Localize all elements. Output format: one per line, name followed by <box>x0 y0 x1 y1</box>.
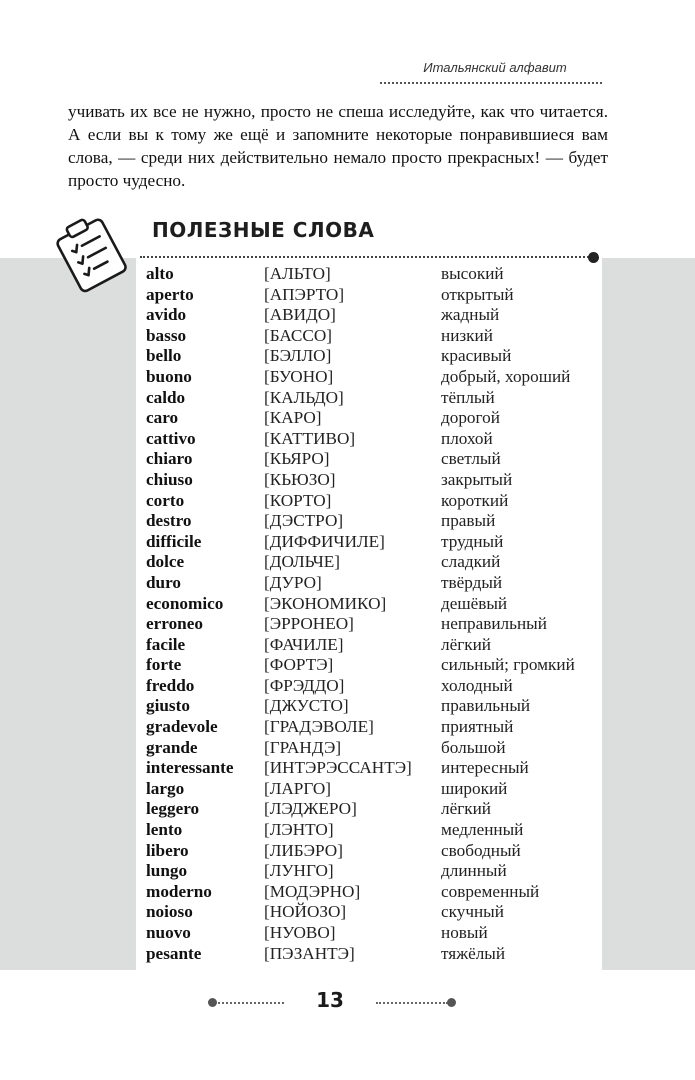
word-translation: жадный <box>441 305 500 325</box>
word-italian: nuovo <box>146 923 191 942</box>
word-translation: большой <box>441 737 506 757</box>
word-italian: dolce <box>146 552 185 572</box>
word-italian: duro <box>146 572 182 592</box>
word-pronunciation: [ДИФФИЧИЛЕ] <box>264 531 385 551</box>
word-italian: noioso <box>146 902 193 922</box>
word-italian: caldo <box>146 387 186 407</box>
word-pronunciation: [НУОВО] <box>264 923 336 942</box>
word-translation: неправильный <box>441 614 547 634</box>
word-pronunciation: [АВИДО] <box>264 305 336 325</box>
word-pronunciation: [БАССО] <box>264 325 332 345</box>
word-row <box>146 408 606 429</box>
word-italian: alto <box>146 264 174 283</box>
word-pronunciation: [ЭРРОНЕО] <box>264 614 354 634</box>
word-row <box>146 285 606 306</box>
word-italian: leggero <box>146 799 200 819</box>
word-pronunciation: [НОЙОЗО] <box>264 902 347 922</box>
word-pronunciation: [ФОРТЭ] <box>264 655 334 675</box>
word-pronunciation: [АПЭРТО] <box>264 284 345 304</box>
word-translation: тяжёлый <box>441 943 506 963</box>
word-pronunciation: [ДОЛЬЧЕ] <box>264 552 340 572</box>
word-row <box>146 264 606 285</box>
page-number: 13 <box>316 988 344 1012</box>
word-italian: grande <box>146 737 198 757</box>
running-head: Итальянский алфавит <box>423 60 567 75</box>
word-row <box>146 449 606 470</box>
word-translation: холодный <box>441 675 513 695</box>
word-italian: basso <box>146 325 187 345</box>
word-italian: caro <box>146 408 179 428</box>
word-italian: corto <box>146 490 185 510</box>
word-row <box>146 717 606 738</box>
word-row <box>146 491 606 512</box>
word-row <box>146 820 606 841</box>
word-pronunciation: [ПЭЗАНТЭ] <box>264 943 355 963</box>
word-row <box>146 594 606 615</box>
word-translation: высокий <box>441 264 504 283</box>
word-translation: твёрдый <box>441 572 503 592</box>
word-pronunciation: [ДУРО] <box>264 572 322 592</box>
word-row <box>146 367 606 388</box>
word-row <box>146 635 606 656</box>
word-pronunciation: [ЭКОНОМИКО] <box>264 593 387 613</box>
word-row <box>146 573 606 594</box>
section-title: ПОЛЕЗНЫЕ СЛОВА <box>152 218 375 242</box>
word-italian: aperto <box>146 284 194 304</box>
word-translation: сильный; громкий <box>441 655 575 675</box>
word-italian: largo <box>146 778 185 798</box>
word-row <box>146 511 606 532</box>
word-italian: difficile <box>146 531 202 551</box>
word-translation: открытый <box>441 284 514 304</box>
word-row <box>146 923 606 944</box>
word-italian: destro <box>146 511 192 531</box>
word-row <box>146 614 606 635</box>
footer-rule-left <box>218 1002 284 1004</box>
word-translation: красивый <box>441 346 512 366</box>
word-italian: gradevole <box>146 717 218 737</box>
word-translation: новый <box>441 923 488 942</box>
word-italian: bello <box>146 346 182 366</box>
word-pronunciation: [ГРАДЭВОЛЕ] <box>264 717 374 737</box>
word-italian: forte <box>146 655 182 675</box>
word-translation: скучный <box>441 902 504 922</box>
word-pronunciation: [АЛЬТО] <box>264 264 331 283</box>
intro-text <box>68 100 608 192</box>
word-row <box>146 388 606 409</box>
word-translation: приятный <box>441 717 514 737</box>
word-row <box>146 738 606 759</box>
word-translation: тёплый <box>441 387 495 407</box>
word-pronunciation: [КАТТИВО] <box>264 428 356 448</box>
word-translation: закрытый <box>441 469 513 489</box>
word-pronunciation: [ЛУНГО] <box>264 861 334 881</box>
word-translation: правый <box>441 511 496 531</box>
clipboard-list-icon <box>52 208 132 300</box>
footer-rule-right <box>376 1002 448 1004</box>
word-translation: дорогой <box>441 408 500 428</box>
word-translation: короткий <box>441 490 509 510</box>
word-pronunciation: [КАРО] <box>264 408 322 428</box>
word-pronunciation: [КОРТО] <box>264 490 332 510</box>
word-row <box>146 944 606 965</box>
word-italian: libero <box>146 840 189 860</box>
word-pronunciation: [ДЖУСТО] <box>264 696 349 716</box>
word-pronunciation: [КЬЮЗО] <box>264 469 336 489</box>
word-italian: economico <box>146 593 224 613</box>
word-italian: lungo <box>146 861 188 881</box>
word-pronunciation: [БЭЛЛО] <box>264 346 332 366</box>
word-pronunciation: [ФРЭДДО] <box>264 675 345 695</box>
word-translation: плохой <box>441 428 493 448</box>
panel-rule-dot <box>588 252 599 263</box>
word-pronunciation: [ЛИБЭРО] <box>264 840 343 860</box>
word-row <box>146 841 606 862</box>
word-pronunciation: [БУОНО] <box>264 366 334 386</box>
word-italian: pesante <box>146 943 202 963</box>
word-pronunciation: [КАЛЬДО] <box>264 387 344 407</box>
word-italian: freddo <box>146 675 195 695</box>
word-row <box>146 676 606 697</box>
word-italian: facile <box>146 634 186 654</box>
word-row <box>146 470 606 491</box>
word-row <box>146 429 606 450</box>
word-row <box>146 799 606 820</box>
word-italian: avido <box>146 305 187 325</box>
word-row <box>146 902 606 923</box>
word-translation: низкий <box>441 325 493 345</box>
word-translation: широкий <box>441 778 508 798</box>
word-pronunciation: [КЬЯРО] <box>264 449 330 469</box>
word-italian: erroneo <box>146 614 203 634</box>
word-translation: свободный <box>441 840 521 860</box>
word-italian: chiaro <box>146 449 193 469</box>
word-italian: giusto <box>146 696 190 716</box>
word-italian: cattivo <box>146 428 196 448</box>
word-italian: interessante <box>146 758 234 778</box>
word-row <box>146 532 606 553</box>
word-pronunciation: [ДЭСТРО] <box>264 511 344 531</box>
word-italian: moderno <box>146 881 212 901</box>
word-pronunciation: [ЛАРГО] <box>264 778 331 798</box>
word-row <box>146 758 606 779</box>
word-translation: дешёвый <box>441 593 508 613</box>
word-translation: интересный <box>441 758 529 778</box>
intro-paragraph: учивать их все не нужно, просто не спеша исследуйте, как что читается. А если вы к тому же ещё и запомните некоторые понравившиеся вам слова, — среди них действительно немало просто прекрасных! — будет просто чудесно. <box>68 102 608 190</box>
word-translation: добрый, хороший <box>441 366 571 386</box>
word-pronunciation: [ЛЭДЖЕРО] <box>264 799 357 819</box>
footer-dot-left <box>208 998 217 1007</box>
word-italian: chiuso <box>146 469 193 489</box>
word-row <box>146 346 606 367</box>
word-translation: длинный <box>441 861 507 881</box>
word-translation: сладкий <box>441 552 501 572</box>
word-pronunciation: [ИНТЭРЭССАНТЭ] <box>264 758 412 778</box>
word-row <box>146 326 606 347</box>
word-row <box>146 655 606 676</box>
panel-top-rule <box>140 256 592 258</box>
word-translation: лёгкий <box>441 634 492 654</box>
word-pronunciation: [ГРАНДЭ] <box>264 737 342 757</box>
word-row <box>146 305 606 326</box>
word-translation: светлый <box>441 449 501 469</box>
word-pronunciation: [ФАЧИЛЕ] <box>264 634 344 654</box>
word-italian: lento <box>146 820 183 840</box>
word-row <box>146 779 606 800</box>
word-translation: современный <box>441 881 540 901</box>
word-list <box>146 264 606 964</box>
word-translation: медленный <box>441 820 524 840</box>
word-translation: трудный <box>441 531 504 551</box>
word-translation: лёгкий <box>441 799 492 819</box>
word-row <box>146 861 606 882</box>
running-head-rule <box>380 82 602 84</box>
footer-dot-right <box>447 998 456 1007</box>
word-row <box>146 552 606 573</box>
word-pronunciation: [МОДЭРНО] <box>264 881 361 901</box>
word-pronunciation: [ЛЭНТО] <box>264 820 334 840</box>
word-italian: buono <box>146 366 192 386</box>
word-translation: правильный <box>441 696 531 716</box>
word-row <box>146 696 606 717</box>
word-row <box>146 882 606 903</box>
